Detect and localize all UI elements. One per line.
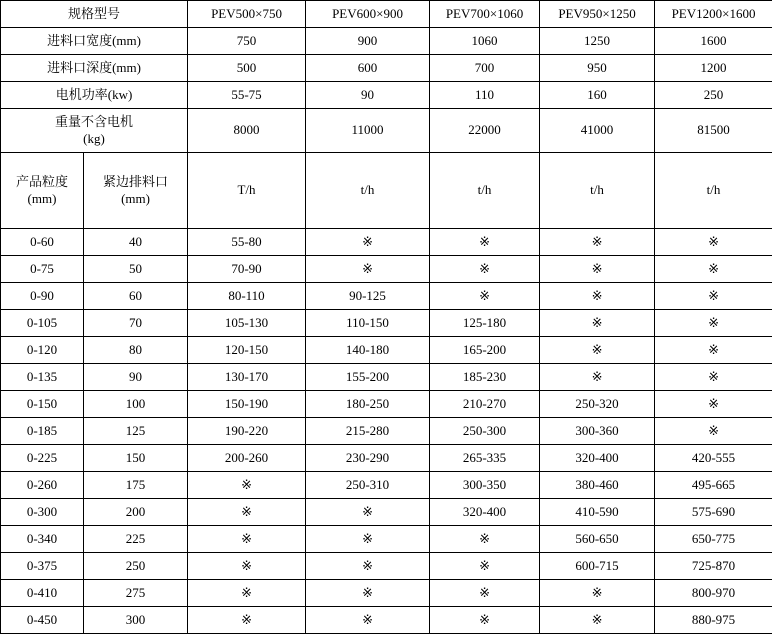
product-size-cell: 0-340 (1, 526, 84, 553)
discharge-opening-cell: 250 (84, 553, 188, 580)
capacity-cell: ※ (306, 499, 430, 526)
capacity-cell: 125-180 (430, 310, 540, 337)
spec-value-cell: 22000 (430, 109, 540, 153)
capacity-cell: 70-90 (188, 256, 306, 283)
spec-value-cell: 160 (540, 82, 655, 109)
capacity-cell: 250-320 (540, 391, 655, 418)
capacity-cell: ※ (540, 364, 655, 391)
spec-value-cell: 1600 (655, 28, 772, 55)
capacity-cell: ※ (306, 580, 430, 607)
discharge-opening-cell: 60 (84, 283, 188, 310)
spec-row-label: 进料口宽度(mm) (1, 28, 188, 55)
discharge-opening-cell: 100 (84, 391, 188, 418)
capacity-cell: ※ (540, 310, 655, 337)
capacity-cell: ※ (430, 229, 540, 256)
capacity-cell: ※ (655, 283, 772, 310)
capacity-cell: ※ (188, 607, 306, 634)
spec-row-label: 进料口深度(mm) (1, 55, 188, 82)
spec-row-label: 电机功率(kw) (1, 82, 188, 109)
capacity-cell: 250-300 (430, 418, 540, 445)
table-row-feed-depth (1, 55, 772, 82)
capacity-cell: ※ (306, 229, 430, 256)
capacity-cell: 80-110 (188, 283, 306, 310)
capacity-cell: ※ (430, 283, 540, 310)
product-size-label: 产品粒度 (15, 174, 68, 190)
spec-value-cell: 55-75 (188, 82, 306, 109)
product-size-header-cell (1, 153, 84, 229)
product-size-cell: 0-410 (1, 580, 84, 607)
capacity-cell: 495-665 (655, 472, 772, 499)
capacity-cell: ※ (540, 256, 655, 283)
discharge-opening-cell: 275 (84, 580, 188, 607)
capacity-cell: 150-190 (188, 391, 306, 418)
capacity-cell: 250-310 (306, 472, 430, 499)
spec-value-cell: 41000 (540, 109, 655, 153)
product-size-cell: 0-375 (1, 553, 84, 580)
table-row (1, 472, 772, 499)
capacity-cell: ※ (188, 499, 306, 526)
capacity-unit-cell: t/h (655, 153, 772, 229)
capacity-cell: 380-460 (540, 472, 655, 499)
capacity-cell: 725-870 (655, 553, 772, 580)
capacity-cell: ※ (655, 364, 772, 391)
capacity-cell: 185-230 (430, 364, 540, 391)
capacity-cell: ※ (655, 229, 772, 256)
discharge-opening-header-cell (84, 153, 188, 229)
spec-value-cell: PEV950×1250 (540, 1, 655, 28)
weight-label-line1: 重量不含电机 (55, 114, 134, 130)
spec-value-cell: 1250 (540, 28, 655, 55)
capacity-cell: 880-975 (655, 607, 772, 634)
capacity-cell: ※ (306, 256, 430, 283)
capacity-cell: ※ (430, 256, 540, 283)
discharge-opening-label: 紧边排料口 (103, 174, 169, 190)
capacity-cell: 230-290 (306, 445, 430, 472)
capacity-cell: ※ (306, 526, 430, 553)
capacity-cell: 800-970 (655, 580, 772, 607)
capacity-cell: 90-125 (306, 283, 430, 310)
capacity-cell: 320-400 (430, 499, 540, 526)
spec-value-cell: 500 (188, 55, 306, 82)
capacity-cell: 105-130 (188, 310, 306, 337)
capacity-cell: ※ (430, 526, 540, 553)
capacity-cell: ※ (655, 337, 772, 364)
table-row-weight (1, 109, 772, 153)
capacity-cell: 180-250 (306, 391, 430, 418)
weight-label-line2: (kg) (83, 130, 105, 146)
discharge-opening-cell: 80 (84, 337, 188, 364)
spec-value-cell: 600 (306, 55, 430, 82)
spec-value-cell: 750 (188, 28, 306, 55)
data-rows-body (1, 229, 772, 634)
capacity-cell: 155-200 (306, 364, 430, 391)
capacity-cell: 190-220 (188, 418, 306, 445)
table-row (1, 391, 772, 418)
capacity-cell: 165-200 (430, 337, 540, 364)
spec-value-cell: 90 (306, 82, 430, 109)
discharge-opening-cell: 70 (84, 310, 188, 337)
capacity-cell: ※ (306, 553, 430, 580)
product-size-unit: (mm) (27, 190, 57, 206)
product-size-cell: 0-260 (1, 472, 84, 499)
table-row (1, 256, 772, 283)
product-size-cell: 0-105 (1, 310, 84, 337)
capacity-cell: ※ (540, 229, 655, 256)
spec-value-cell: 11000 (306, 109, 430, 153)
capacity-cell: 210-270 (430, 391, 540, 418)
discharge-opening-cell: 300 (84, 607, 188, 634)
capacity-cell: ※ (655, 418, 772, 445)
product-size-cell: 0-75 (1, 256, 84, 283)
spec-row-label: 规格型号 (1, 1, 188, 28)
capacity-cell: ※ (188, 553, 306, 580)
product-size-cell: 0-135 (1, 364, 84, 391)
table-row (1, 418, 772, 445)
capacity-cell: 300-360 (540, 418, 655, 445)
table-row (1, 499, 772, 526)
spec-value-cell: 900 (306, 28, 430, 55)
product-size-cell: 0-450 (1, 607, 84, 634)
product-size-cell: 0-90 (1, 283, 84, 310)
capacity-cell: 300-350 (430, 472, 540, 499)
capacity-cell: 265-335 (430, 445, 540, 472)
discharge-opening-cell: 125 (84, 418, 188, 445)
capacity-cell: 410-590 (540, 499, 655, 526)
spec-value-cell: 81500 (655, 109, 772, 153)
capacity-cell: 320-400 (540, 445, 655, 472)
capacity-unit-cell: t/h (430, 153, 540, 229)
discharge-opening-cell: 40 (84, 229, 188, 256)
capacity-cell: ※ (188, 580, 306, 607)
table-row (1, 445, 772, 472)
spec-value-cell: 700 (430, 55, 540, 82)
product-size-cell: 0-225 (1, 445, 84, 472)
capacity-cell: 140-180 (306, 337, 430, 364)
table-row (1, 229, 772, 256)
table-row-motor-power (1, 82, 772, 109)
capacity-cell: ※ (655, 256, 772, 283)
spec-row-label (1, 109, 188, 153)
capacity-unit-cell: t/h (540, 153, 655, 229)
capacity-unit-cell: T/h (188, 153, 306, 229)
capacity-cell: ※ (655, 310, 772, 337)
capacity-cell: 120-150 (188, 337, 306, 364)
discharge-opening-cell: 225 (84, 526, 188, 553)
table-row (1, 607, 772, 634)
capacity-unit-cell: t/h (306, 153, 430, 229)
spec-value-cell: PEV700×1060 (430, 1, 540, 28)
spec-value-cell: 250 (655, 82, 772, 109)
capacity-cell: 420-555 (655, 445, 772, 472)
spec-value-cell: 1200 (655, 55, 772, 82)
table-row (1, 337, 772, 364)
capacity-cell: 600-715 (540, 553, 655, 580)
capacity-cell: ※ (540, 580, 655, 607)
product-size-cell: 0-185 (1, 418, 84, 445)
discharge-opening-cell: 175 (84, 472, 188, 499)
table-row-feed-width (1, 28, 772, 55)
product-size-cell: 0-150 (1, 391, 84, 418)
capacity-cell: 110-150 (306, 310, 430, 337)
product-size-cell: 0-120 (1, 337, 84, 364)
table-row (1, 580, 772, 607)
capacity-cell: ※ (540, 337, 655, 364)
product-size-cell: 0-60 (1, 229, 84, 256)
discharge-opening-cell: 150 (84, 445, 188, 472)
capacity-cell: ※ (655, 391, 772, 418)
table-row (1, 553, 772, 580)
capacity-cell: ※ (430, 553, 540, 580)
capacity-cell: 560-650 (540, 526, 655, 553)
capacity-cell: 215-280 (306, 418, 430, 445)
product-size-cell: 0-300 (1, 499, 84, 526)
capacity-cell: 650-775 (655, 526, 772, 553)
table-row-model (1, 1, 772, 28)
capacity-cell: ※ (188, 472, 306, 499)
capacity-cell: ※ (306, 607, 430, 634)
spec-value-cell: PEV500×750 (188, 1, 306, 28)
capacity-cell: 575-690 (655, 499, 772, 526)
spec-value-cell: 950 (540, 55, 655, 82)
table-row (1, 526, 772, 553)
capacity-cell: 55-80 (188, 229, 306, 256)
capacity-cell: ※ (188, 526, 306, 553)
spec-value-cell: PEV1200×1600 (655, 1, 772, 28)
spec-value-cell: 1060 (430, 28, 540, 55)
table-row (1, 310, 772, 337)
capacity-cell: ※ (540, 283, 655, 310)
spec-value-cell: 110 (430, 82, 540, 109)
capacity-cell: 200-260 (188, 445, 306, 472)
table-row-subheader (1, 153, 772, 229)
capacity-cell: ※ (430, 607, 540, 634)
table-row (1, 283, 772, 310)
discharge-opening-cell: 90 (84, 364, 188, 391)
capacity-cell: ※ (540, 607, 655, 634)
discharge-opening-cell: 50 (84, 256, 188, 283)
discharge-opening-unit: (mm) (121, 190, 150, 206)
table-row (1, 364, 772, 391)
capacity-cell: ※ (430, 580, 540, 607)
spec-value-cell: 8000 (188, 109, 306, 153)
capacity-cell: 130-170 (188, 364, 306, 391)
discharge-opening-cell: 200 (84, 499, 188, 526)
spec-value-cell: PEV600×900 (306, 1, 430, 28)
